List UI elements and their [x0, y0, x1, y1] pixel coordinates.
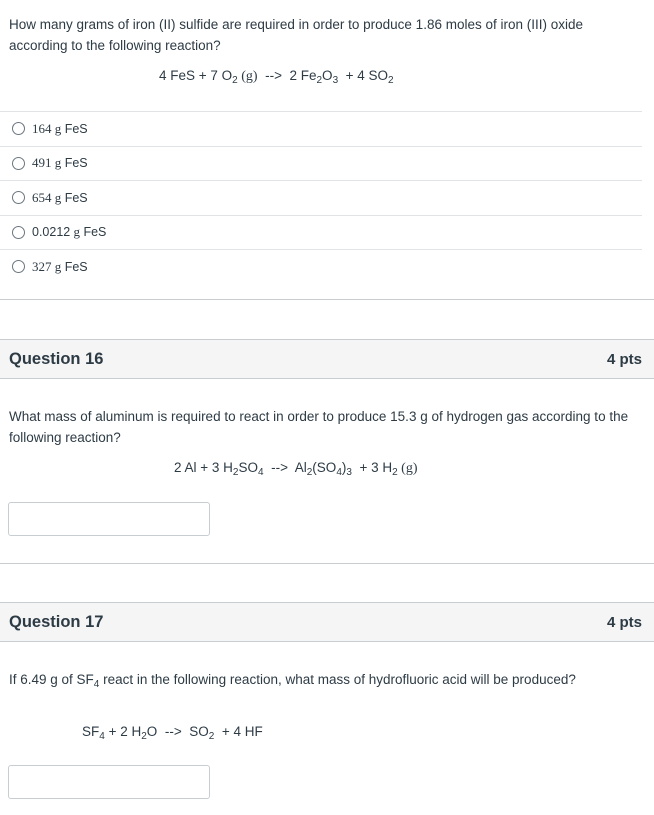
- question-17-text: If 6.49 g of $SF_4$ react in the following reaction, what mass of hydrofluoric acid will be produced?: [9, 672, 576, 690]
- question-title: Question 17: [9, 612, 104, 631]
- radio-button[interactable]: [12, 260, 25, 273]
- question-16-header: [0, 339, 654, 379]
- answer-option-label: 654 g FeS: [32, 189, 88, 205]
- answer-option[interactable]: [0, 111, 642, 146]
- question-divider: [0, 299, 654, 300]
- question-title: Question 16: [9, 349, 104, 368]
- question-16-text: What mass of aluminum is required to react in order to produce 15.3 g of hydrogen gas according to the following reaction?: [9, 409, 629, 445]
- question-15-equation: 4 FeS + 7 $O_2$ (g) --> 2 $Fe_2O_3 + 4$ $SO_2$: [159, 68, 394, 86]
- answer-option-label: 0.0212 g FeS: [32, 224, 107, 240]
- answer-option-label: 327 g FeS: [32, 258, 88, 274]
- radio-button[interactable]: [12, 122, 25, 135]
- question-divider: [0, 563, 654, 564]
- question-17-equation: $SF_4 + 2$ $H_2O$ --> $SO_2 + 4$ HF: [82, 724, 263, 742]
- question-15-text: How many grams of iron (II) sulfide are required in order to produce 1.86 moles of iron (III) oxide according to the following reaction?: [9, 17, 584, 53]
- radio-button[interactable]: [12, 191, 25, 204]
- question-points: 4 pts: [606, 350, 642, 368]
- answer-option-label: 491 g FeS: [32, 155, 88, 171]
- answer-option[interactable]: [0, 180, 642, 215]
- radio-button[interactable]: [12, 157, 25, 170]
- answer-input[interactable]: [8, 502, 210, 536]
- question-17-header: [0, 602, 654, 642]
- answer-option[interactable]: [0, 215, 642, 250]
- answer-option[interactable]: [0, 249, 642, 284]
- radio-button[interactable]: [12, 226, 25, 239]
- question-16-equation: 2 Al + 3 $H_2SO_4$ --> $Al_2(SO_4)_3 + 3$ $H_2$ (g): [174, 460, 418, 478]
- answer-option-label: 164 g FeS: [32, 120, 88, 136]
- answer-input[interactable]: [8, 765, 210, 799]
- answer-options: [0, 111, 642, 284]
- answer-option[interactable]: [0, 146, 642, 181]
- question-points: 4 pts: [606, 613, 642, 631]
